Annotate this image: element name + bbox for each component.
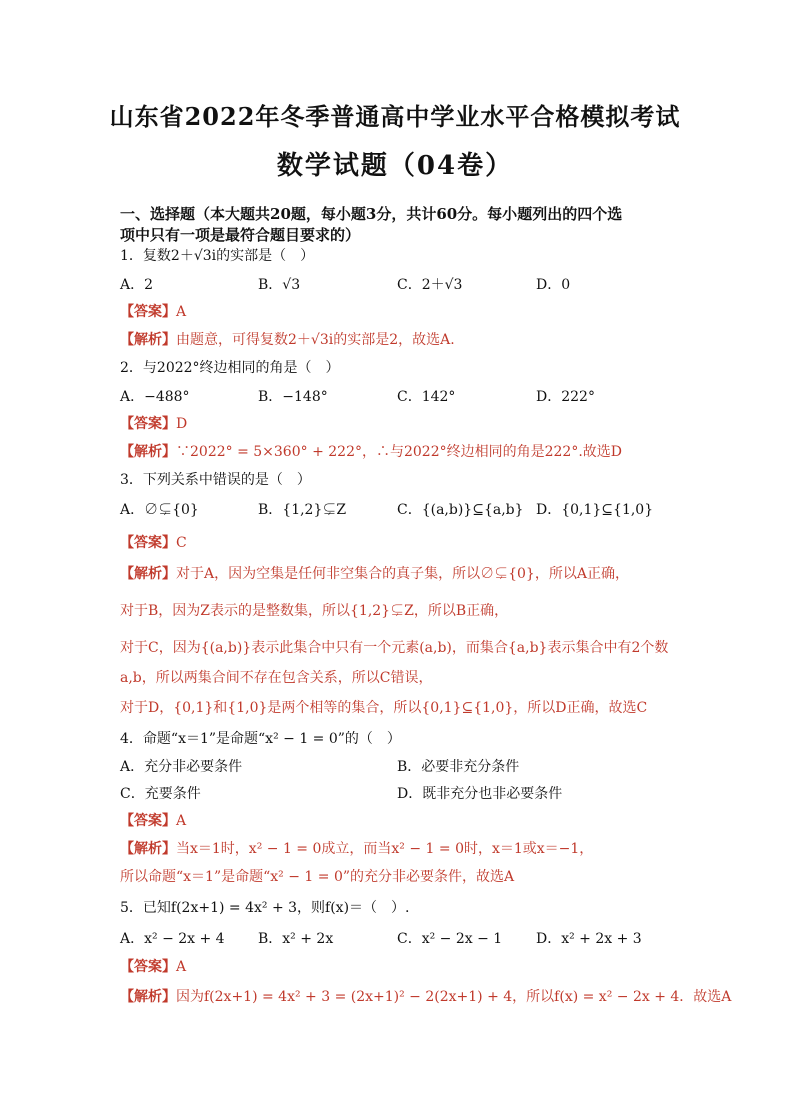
page-subtitle: 数学试题（04卷）	[276, 151, 514, 181]
q1-analysis-text: 由题意，可得复数2＋√3i的实部是2，故选A.	[176, 332, 455, 348]
analysis-tag: 【解析】	[120, 566, 176, 582]
q4-answer-value: A	[176, 813, 187, 829]
q1-answer-value: A	[176, 304, 187, 320]
section-heading-line1: 一、选择题（本大题共20题，每小题3分，共计60分。每小题列出的四个选	[120, 205, 623, 223]
q4-answer	[120, 810, 186, 830]
q5-analysis-text: 因为f(2x+1) = 4x² + 3 = (2x+1)² − 2(2x+1) + 4，所以f(x) = x² − 2x + 4．故选A	[176, 989, 732, 1005]
analysis-tag: 【解析】	[120, 989, 176, 1005]
q3-analysis-line5: 对于D，{0,1}和{1,0}是两个相等的集合，所以{0,1}⊆{1,0}，所以D正确，故选C	[120, 700, 648, 716]
q5-option-a: A．x² − 2x + 4	[120, 931, 225, 947]
answer-tag: 【答案】	[120, 535, 176, 551]
q4-analysis-line1	[120, 838, 593, 858]
q2-answer-value: D	[176, 416, 188, 432]
q5-stem: 5．已知f(2x+1) = 4x² + 3，则f(x)＝（ ）.	[120, 900, 410, 916]
q2-analysis-text: ∵2022° = 5×360° + 222°，∴与2022°终边相同的角是222°.故选D	[176, 444, 622, 460]
q5-answer	[120, 956, 186, 976]
analysis-tag: 【解析】	[120, 332, 176, 348]
q3-analysis-text-1: 对于A，因为空集是任何非空集合的真子集，所以∅⊊{0}，所以A正确，	[176, 566, 629, 582]
q1-stem: 1．复数2＋√3i的实部是（ ）	[120, 248, 315, 264]
q2-option-a: A．−488°	[120, 389, 190, 405]
q5-option-b: B．x² + 2x	[258, 931, 334, 947]
q4-option-a: A．充分非必要条件	[120, 759, 243, 775]
answer-tag: 【答案】	[120, 959, 176, 975]
q3-analysis-line2: 对于B，因为Z表示的是整数集，所以{1,2}⊊Z，所以B正确，	[120, 603, 509, 619]
q3-option-b: B．{1,2}⊊Z	[258, 502, 347, 518]
q1-option-a: A．2	[120, 277, 154, 293]
section-heading-line2: 项中只有一项是最符合题目要求的）	[120, 226, 361, 244]
q3-analysis-line4: a,b，所以两集合间不存在包含关系，所以C错误，	[120, 670, 433, 686]
q2-answer	[120, 413, 187, 433]
answer-tag: 【答案】	[120, 304, 176, 320]
q4-stem: 4．命题“x＝1”是命题“x² − 1 = 0”的（ ）	[120, 731, 401, 747]
q2-option-b: B．−148°	[258, 389, 328, 405]
q3-option-a: A．∅⊊{0}	[120, 502, 199, 518]
q2-option-c: C．142°	[397, 389, 456, 405]
q1-answer	[120, 301, 186, 321]
q3-analysis-line1	[120, 563, 629, 583]
q1-option-d: D．0	[536, 277, 571, 293]
q2-option-d: D．222°	[536, 389, 595, 405]
answer-tag: 【答案】	[120, 416, 176, 432]
q5-analysis	[120, 986, 731, 1006]
answer-tag: 【答案】	[120, 813, 176, 829]
q5-option-d: D．x² + 2x + 3	[536, 931, 642, 947]
q4-option-b: B．必要非充分条件	[397, 759, 520, 775]
q5-answer-value: A	[176, 959, 187, 975]
q4-analysis-text-1: 当x＝1时，x² − 1 = 0成立，而当x² − 1 = 0时，x＝1或x＝−1，	[176, 841, 594, 857]
page-title: 山东省2022年冬季普通高中学业水平合格模拟考试	[109, 102, 681, 131]
q3-option-c: C．{(a,b)}⊆{a,b}	[397, 502, 524, 518]
q5-option-c: C．x² − 2x − 1	[397, 931, 503, 947]
analysis-tag: 【解析】	[120, 841, 176, 857]
analysis-tag: 【解析】	[120, 444, 176, 460]
q3-answer	[120, 532, 187, 552]
q4-option-d: D．既非充分也非必要条件	[397, 786, 563, 802]
q4-option-c: C．充要条件	[120, 786, 201, 802]
q2-stem: 2．与2022°终边相同的角是（ ）	[120, 360, 340, 376]
q1-option-b: B．√3	[258, 277, 301, 293]
q3-analysis-line3: 对于C，因为{(a,b)}表示此集合中只有一个元素(a,b)，而集合{a,b}表示集合中有2个数	[120, 640, 669, 656]
q3-answer-value: C	[176, 535, 187, 551]
q1-analysis	[120, 329, 455, 349]
q1-option-c: C．2＋√3	[397, 277, 463, 293]
q2-analysis	[120, 441, 622, 461]
q3-stem: 3．下列关系中错误的是（ ）	[120, 472, 311, 488]
q3-option-d: D．{0,1}⊆{1,0}	[536, 502, 654, 518]
q4-analysis-line2: 所以命题“x＝1”是命题“x² − 1 = 0”的充分非必要条件，故选A	[120, 869, 515, 885]
